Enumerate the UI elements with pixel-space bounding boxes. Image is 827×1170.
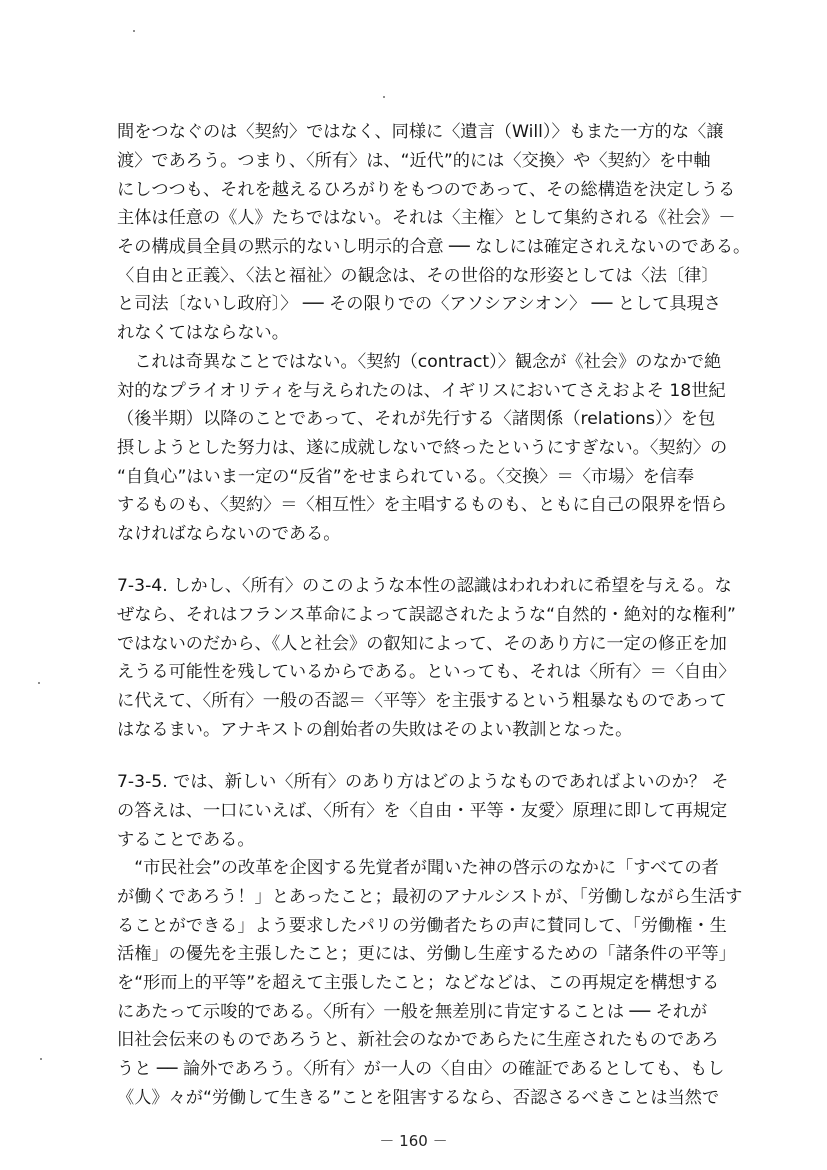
text-line: えうる可能性を残しているからである。といっても、それは〈所有〉＝〈自由〉 xyxy=(117,662,736,682)
text-line: ぜなら、それはフランス革命によって誤認されたような“自然的・絶対的な権利” xyxy=(117,605,736,625)
scan-speck xyxy=(40,1058,42,1060)
text-line: 〈自由と正義〉、〈法と福祉〉の観念は、その世俗的な形姿としては〈法〔律〕 xyxy=(117,266,719,286)
text-line: その構成員全員の黙示的ないし明示的合意 ── なしには確定されえないのである。 xyxy=(117,237,751,257)
scan-speck xyxy=(383,96,385,98)
page-number: － 160 － xyxy=(379,1132,448,1150)
text-line: これは奇異なことではない。〈契約（contract）〉観念が《社会》のなかで絶 xyxy=(117,352,722,372)
text-line: が働くであろう！」とあったこと；最初のアナルシストが、「労働しながら生活す xyxy=(117,887,743,907)
text-line: 渡〉であろう。つまり、〈所有〉は、“近代”的には〈交換〉や〈契約〉を中軸 xyxy=(117,151,711,171)
text-line: と司法〔ないし政府〕〉 ── その限りでの〈アソシアシオン〉 ── として具現さ xyxy=(117,294,721,314)
text-line: するものも、〈契約〉＝〈相互性〉を主唱するものも、ともに自己の限界を悟ら xyxy=(117,495,728,515)
scan-speck xyxy=(38,682,40,684)
text-line: “市民社会”の改革を企図する先覚者が聞いた神の啓示のなかに「すべての者 xyxy=(117,858,719,878)
text-line: はなるまい。アナキストの創始者の失敗はそのよい教訓となった。 xyxy=(117,720,633,740)
text-line: “自負心”はいま一定の“反省”をせまられている。〈交換〉＝〈市場〉を信奉 xyxy=(117,467,695,487)
text-line: 間をつなぐのは〈契約〉ではなく、同様に〈遺言（Will）〉もまた一方的な〈譲 xyxy=(117,122,724,142)
text-line: 活権」の優先を主張したこと；更には、労働し生産するための「諸条件の平等」 xyxy=(117,944,736,964)
text-line: なければならないのである。 xyxy=(117,524,341,544)
text-line: うと ── 論外であろう。〈所有〉が一人の〈自由〉の確証であるとしても、もし xyxy=(117,1059,725,1079)
text-line: れなくてはならない。 xyxy=(117,323,289,343)
text-line: 主体は任意の《人》たちではない。それは〈主権〉として集約される《社会》－ xyxy=(117,208,736,228)
text-line: 旧社会伝来のものであろうと、新社会のなかであらたに生産されたものであろ xyxy=(117,1030,719,1050)
text-line: にしつつも、それを越えるひろがりをもつのであって、その総構造を決定しうる xyxy=(117,180,736,200)
text-line: を“形而上的平等”を超えて主張したこと；などなどは、この再規定を構想する xyxy=(117,973,720,993)
text-line: 摂しようとした努力は、遂に成就しないで終ったというにすぎない。〈契約〉の xyxy=(117,438,728,458)
text-line: 《人》々が“労働して生きる”ことを阻害するなら、否認さるべきことは当然で xyxy=(117,1088,720,1108)
text-line: 7-3-5. では、新しい〈所有〉のあり方はどのようなものであればよいのか？ そ xyxy=(117,772,729,792)
text-line: にあたって示唆的である。〈所有〉一般を無差別に肯定することは ── それが xyxy=(117,1002,708,1022)
text-line: に代えて、〈所有〉一般の否認＝〈平等〉を主張するという粗暴なものであって xyxy=(117,691,727,711)
text-line: 7-3-4. しかし、〈所有〉のこのような本性の認識はわれわれに希望を与える。な xyxy=(117,576,732,596)
scan-speck xyxy=(133,30,135,32)
text-line: の答えは、一口にいえば、〈所有〉を〈自由・平等・友愛〉原理に即して再規定 xyxy=(117,801,728,821)
text-line: ることができる」よう要求したパリの労働者たちの声に賛同して、「労働権・生 xyxy=(117,916,727,936)
text-line: することである。 xyxy=(117,830,255,850)
text-line: ではないのだから、《人と社会》の叡知によって、そのあり方に一定の修正を加 xyxy=(117,634,727,654)
text-line: （後半期）以降のことであって、それが先行する〈諸関係（relations）〉を包 xyxy=(117,409,716,429)
text-line: 対的なプライオリティを与えられたのは、イギリスにおいてさえおよそ 18世紀 xyxy=(117,381,726,401)
